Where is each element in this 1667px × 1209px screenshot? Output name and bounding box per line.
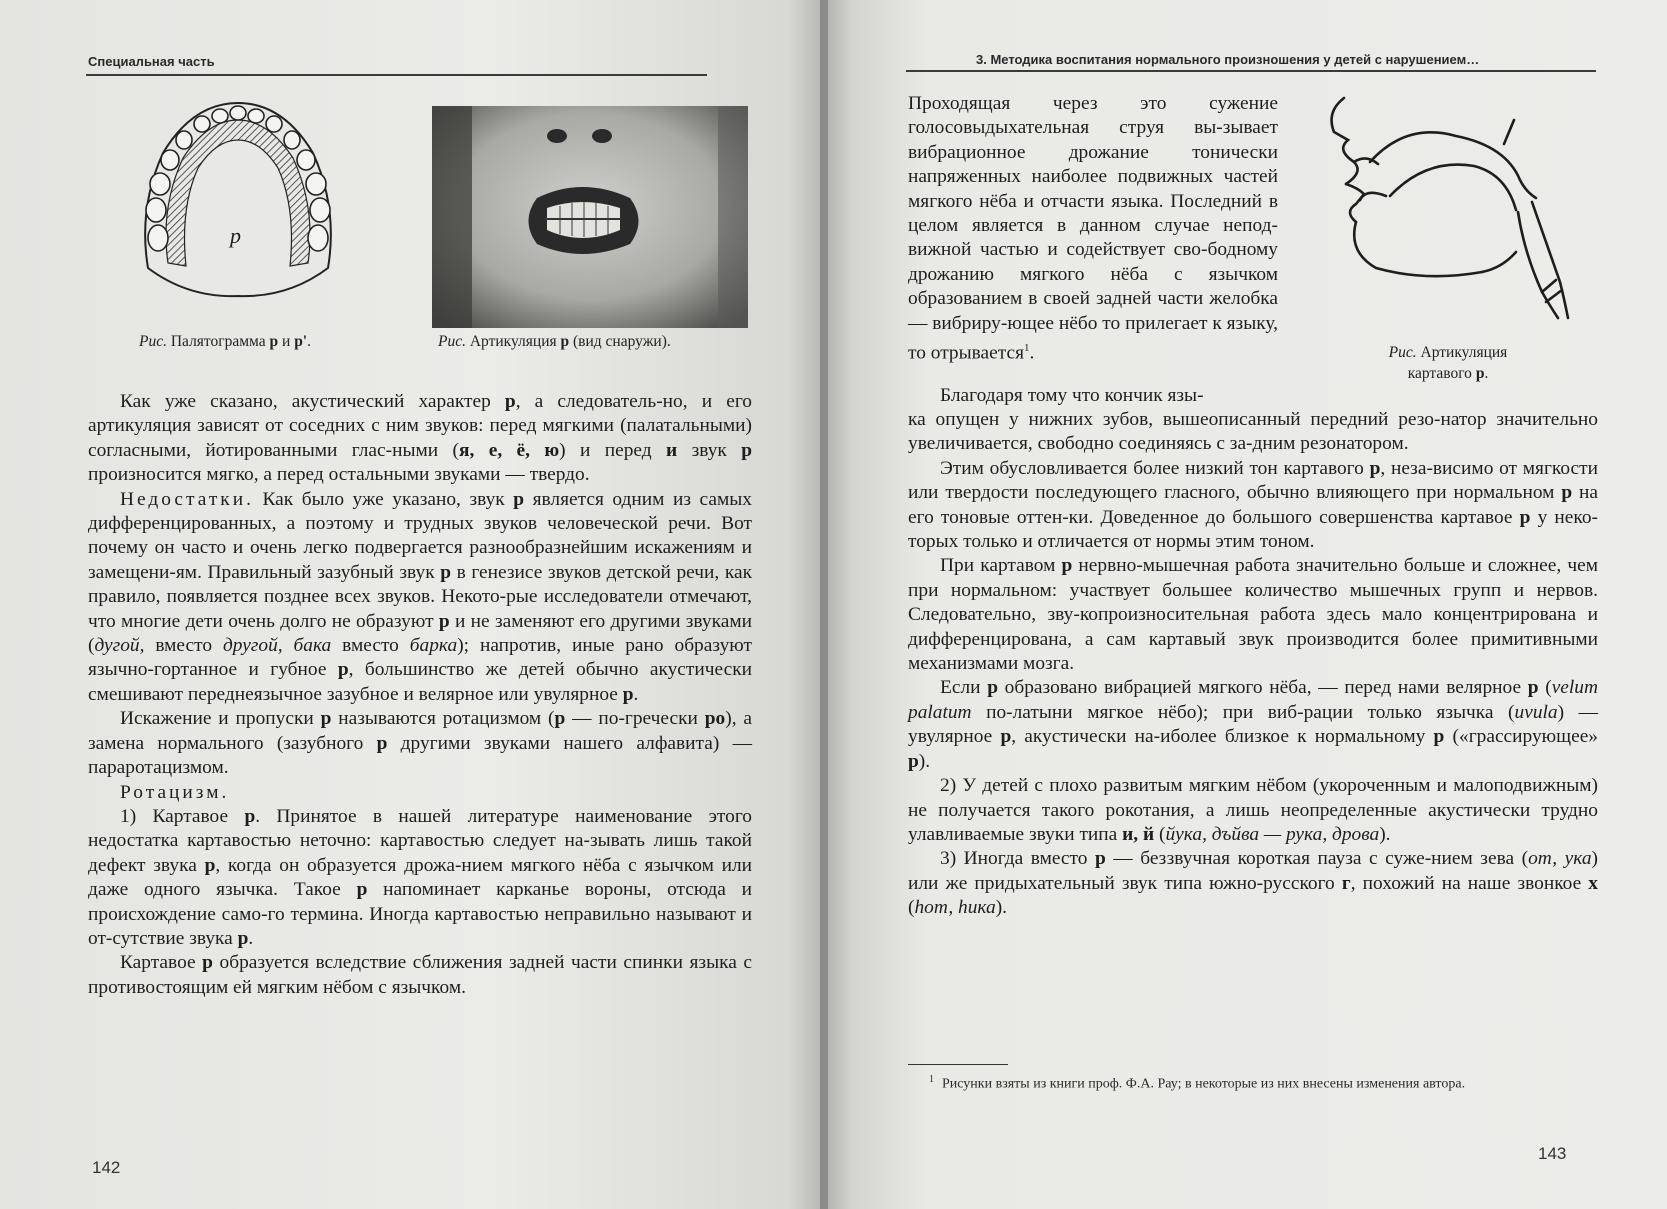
paragraph: Картавое р образуется вследствие сближения задней части спинки языка с противостоящим ей мягким нёбом с язычком. [88,952,752,998]
page-number-right: 143 [1538,1144,1567,1163]
right-body-text-narrow [908,92,1278,366]
caption-photo: Рис. Артикуляция р (вид снаружи). [438,333,671,350]
right-body-text-wide [908,408,1598,921]
caption-palatogram: Рис. Палятограмма р и р'. [139,333,311,350]
left-page [0,0,820,1209]
paragraph: При картавом р нервно-мышечная работа значительно больше и сложнее, чем при нормальном: участвует большее количество мышечных групп и нервов. Следовательно, зву-копроизносительная работа здесь мало концентрирована и дифференцирована, а сам картавый звук производится более примитивными механизмами мозга. [908,555,1598,675]
header-rule-left [86,74,707,76]
paragraph: 2) У детей с плохо развитым мягким нёбом (укороченным и малоподвижным) не получается такого рокотания, а лишь неопределенные акустически трудно улавливаемые звуки типа и, й (йука, дъйва — рука, дрова). [908,775,1598,845]
running-head-right: 3. Методика воспитания нормального произношения у детей с нарушением… [976,52,1480,67]
footnote-rule [908,1064,1008,1065]
articulation-sketch [1306,92,1576,322]
section-heading: Ротацизм. [120,781,230,803]
right-body-text-cont [908,384,1278,408]
left-body-text [88,390,752,1000]
palatogram-figure [138,98,338,303]
header-rule-right [906,70,1596,72]
paragraph: 3) Иногда вместо р — беззвучная короткая пауза с суже-нием зева (от, ука) или же придыхательный звук типа южно-русского г, похожий на наше звонкое х (hот, hика). [908,848,1598,919]
paragraph: Проходящая через это сужение голосовыдыхательная струя вы-зывает вибрационное дрожание тонически напряженных наиболее подвижных частей мягкого нёба и отчасти языка. Последний в целом является в данном случае непод-вижной частью и содействует сво-бодному дрожанию мягкого нёба с язычком образованием в своей задней части желобка — вибриру-ющее нёбо то прилегает к языку, то отрывается$^1$. [908,93,1278,364]
caption-sketch: Рис. Артикуляция картавого р. [1388,344,1508,382]
paragraph: Недостатки. Как было уже указано, звук р является одним из самых дифференцированных, а поэтому и трудных звуков человеческой речи. Вот почему он часто и очень легко подвергается разнообразнейшим искажениям и замещени-ям. Правильный зазубный звук р в генезисе звуков детской речи, как правило, появляется позднее всех звуков. Некото-рые исследователи отмечают, что многие дети очень долго не образуют р и не заменяют его другими звуками (дугой, вместо другой, бака вместо барка); напротив, иные рано образуют язычно-гортанное и губное р, большинство же детей обычно акустически смешивают переднеязычное зазубное и велярное или увулярное р. [88,488,753,705]
running-head-left: Специальная часть [88,54,215,69]
page-number-left: 142 [92,1158,121,1177]
paragraph: Искажение и пропуски р называются ротацизмом (р — по-гречески ро), а замена нормального (зазубного р другими звуками нашего алфавита) — параротацизмом. [88,708,753,779]
articulation-photo [432,106,748,328]
paragraph: Если р образовано вибрацией мягкого нёба, — перед нами велярное р (velum palatum по-латыни мягкое нёбо); при виб-рации только язычка (uvula) — увулярное р, акустически на-иболее близкое к нормальному р («грассирующее» р). [908,677,1599,772]
palatogram-letter: p [230,223,241,248]
paragraph: Как уже сказано, акустический характер р, а следователь-но, и его артикуляция зависят от соседних с ним звуков: перед мягкими (палатальными) согласными, йотированными глас-ными (я, е, ё, ю) и перед и звук р произносится мягко, а перед остальными звуками — твердо. [88,391,753,486]
right-page [828,0,1667,1209]
paragraph: Этим обусловливается более низкий тон картавого р, неза-висимо от мягкости или твердости последующего гласного, обычно влияющего при нормальном р на его тоновые оттен-ки. Доведенное до большого совершенства картавое р у неко-торых только и отличается от нормы этим тоном. [908,457,1598,553]
paragraph-start: Благодаря тому что кончик язы- [940,385,1204,406]
paragraph-rest: ка опущен у нижних зубов, вышеописанный передний резо-натор значительно увеличивается, свободно соединяясь с за-дним резонатором. [908,409,1598,455]
footnote: $^1$ Рисунки взяты из книги проф. Ф.А. Рау; в некоторые из них внесены изменения автора. [929,1074,1466,1092]
paragraph: 1) Картавое р. Принятое в нашей литературе наименование этого недостатка картавостью неточно: картавостью следует на-зывать лишь такой дефект звука р, когда он образуется дрожа-нием мягкого нёба с язычком или даже одного язычка. Такое р напоминает карканье вороны, отсюда и происхождение само-го термина. Иногда картавостью неправильно называют и от-сутствие звука р. [88,805,753,949]
